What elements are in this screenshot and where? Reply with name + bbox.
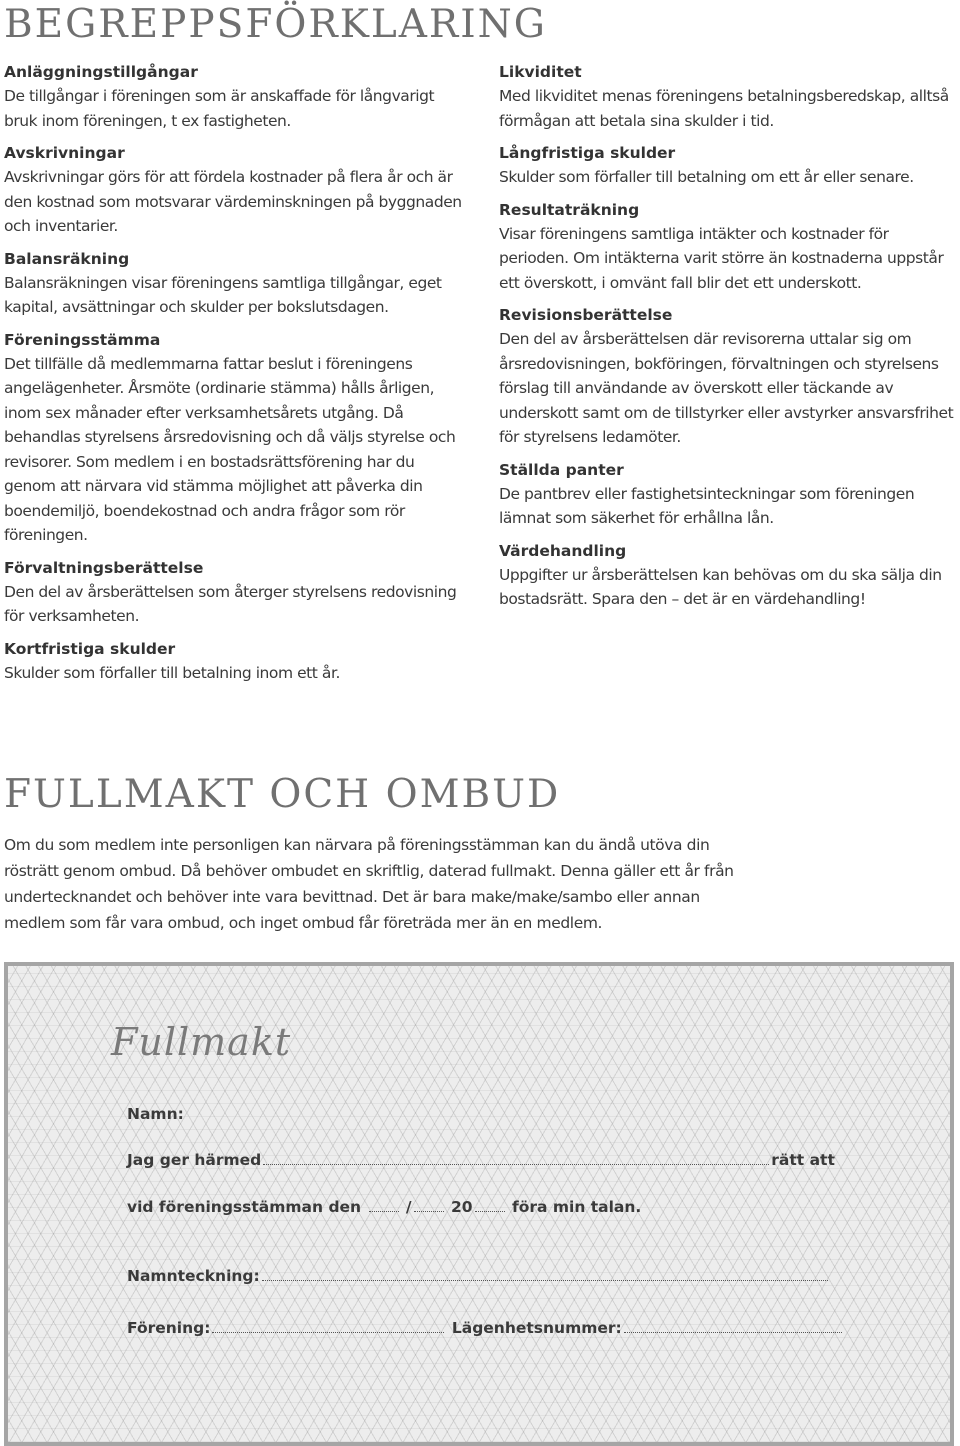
grantee-name-field[interactable]	[263, 1150, 769, 1165]
glossary-left-column	[4, 60, 470, 693]
year-prefix: 20	[450, 1198, 473, 1216]
term-name: Ställda panter	[499, 460, 624, 479]
term-definition: Den del av årsberättelsen där revisorerna uttalar sig om årsredovisningen, bokföringen, förvaltningen och styrelsens förslag till användande av överskott eller täckande av underskott samt om de tillstyrker eller avstyrker ansvarsfrihet för styrelsens ledamöter.	[499, 330, 954, 446]
term-definition: De pantbrev eller fastighetsinteckningar som föreningen lämnat som säkerhet för erhållna lån.	[499, 484, 915, 527]
apartment-number-label: Lägenhetsnummer:	[451, 1319, 622, 1337]
glossary-entry	[499, 198, 960, 296]
meeting-date-label: vid föreningsstämman den	[127, 1198, 362, 1216]
term-name: Kortfristiga skulder	[4, 639, 176, 658]
term-definition: Visar föreningens samtliga intäkter och kostnader för perioden. Om intäkterna varit större än kostnaderna uppstår ett överskott, i omvänt fall blir det ett underskott.	[499, 224, 944, 292]
association-row	[127, 1318, 844, 1338]
glossary-entry	[499, 60, 960, 133]
term-name: Resultaträkning	[499, 200, 640, 219]
glossary-entry	[4, 556, 470, 629]
proxy-form	[4, 962, 954, 1446]
name-field-row	[127, 1104, 184, 1124]
glossary-entry	[499, 458, 960, 531]
date-separator: /	[405, 1198, 412, 1216]
grant-label: Jag ger härmed	[127, 1151, 262, 1169]
glossary-entry	[4, 60, 470, 133]
apartment-number-field[interactable]	[624, 1318, 842, 1333]
association-label: Förening:	[127, 1319, 211, 1337]
year-field[interactable]	[475, 1197, 505, 1212]
term-name: Anläggningstillgångar	[4, 63, 198, 81]
signature-row	[127, 1266, 830, 1286]
glossary-entry	[4, 637, 470, 686]
page-title-begreppsforklaring: BEGREPPSFÖRKLARING	[4, 2, 547, 47]
signature-field[interactable]	[262, 1266, 828, 1281]
term-definition: Skulder som förfaller till betalning om ett år eller senare.	[499, 168, 914, 186]
term-definition: Avskrivningar görs för att fördela kostnader på flera år och är den kostnad som motsvarar värdeminskningen på byggnaden och inventarier.	[4, 168, 462, 235]
fullmakt-intro-text: Om du som medlem inte personligen kan närvara på föreningsstämman kan du ändå utöva din rösträtt genom ombud. Då behöver ombudet en skriftlig, daterad fullmakt. Denna gäller ett år från undertecknandet och behöver inte vara bevittnad. Det är bara make/make/sambo eller annan medlem som får vara ombud, och inget ombud får företräda mer än en medlem.	[4, 836, 734, 932]
term-name: Långfristiga skulder	[499, 144, 676, 162]
term-definition: Uppgifter ur årsberättelsen kan behövas om du ska sälja din bostadsrätt. Spara den – det är en värdehandling!	[499, 565, 942, 608]
glossary-right-column	[499, 60, 960, 620]
association-field[interactable]	[212, 1318, 444, 1333]
form-title: Fullmakt	[111, 1020, 292, 1064]
term-definition: Med likviditet menas föreningens betalningsberedskap, alltså förmågan att betala sina skulder i tid.	[499, 87, 949, 130]
meeting-date-row	[127, 1197, 641, 1217]
term-name: Förvaltningsberättelse	[4, 558, 204, 577]
right-to-label: rätt att	[771, 1151, 835, 1169]
speak-label: föra min talan.	[511, 1198, 642, 1216]
glossary-entry	[4, 247, 470, 320]
term-definition: Balansräkningen visar föreningens samtliga tillgångar, eget kapital, avsättningar och skulder per bokslutsdagen.	[4, 273, 442, 316]
glossary-entry	[499, 141, 960, 190]
month-field[interactable]	[414, 1197, 444, 1212]
term-name: Värdehandling	[499, 541, 627, 560]
section-title-fullmakt-och-ombud: FULLMAKT OCH OMBUD	[4, 772, 561, 817]
term-definition: Den del av årsberättelsen som återger styrelsens redovisning för verksamheten.	[4, 582, 457, 625]
term-definition: Skulder som förfaller till betalning inom ett år.	[4, 663, 340, 682]
term-name: Balansräkning	[4, 249, 130, 268]
grant-row	[127, 1150, 835, 1170]
day-field[interactable]	[369, 1197, 399, 1212]
name-label: Namn:	[127, 1105, 184, 1123]
glossary-entry	[4, 141, 470, 239]
term-name: Likviditet	[499, 63, 582, 81]
signature-label: Namnteckning:	[127, 1267, 260, 1285]
term-name: Avskrivningar	[4, 144, 125, 162]
term-name: Föreningsstämma	[4, 330, 161, 349]
term-definition: De tillgångar i föreningen som är anskaffade för långvarigt bruk inom föreningen, t ex fastigheten.	[4, 87, 435, 130]
term-name: Revisionsberättelse	[499, 306, 673, 324]
glossary-entry	[499, 303, 960, 450]
glossary-entry	[4, 328, 470, 548]
term-definition: Det tillfälle då medlemmarna fattar beslut i föreningens angelägenheter. Årsmöte (ordinarie stämma) hålls årligen, inom sex månader efter verksamhetsårets utgång. Då behandlas styrelsens årsredovisning och då väljs styrelse och revisorer. Som medlem i en bostadsrättsförening har du genom att närvara vid stämma möjlighet att påverka din boendemiljö, boendekostnad och andra frågor som rör föreningen.	[4, 354, 456, 544]
glossary-entry	[499, 539, 960, 612]
